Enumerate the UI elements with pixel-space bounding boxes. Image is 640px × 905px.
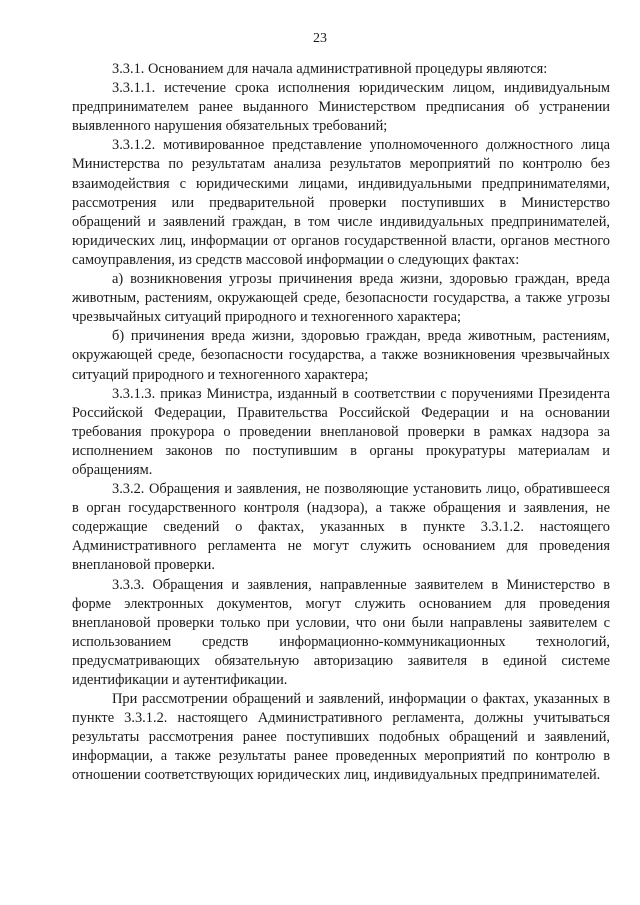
paragraph-3-3-1-2: 3.3.1.2. мотивированное представление уполномоченного должностного лица Министерства по результатам анализа результатов мероприятий по контролю без взаимодействия с юридическими лицами, индивидуальными предпринимателями, рассмотрения или предварительной проверки поступивших в Министерство обращений и заявлений граждан, в том числе индивидуальных предпринимателей, юридических лиц, информации от органов государственной власти, органов местного самоуправления, из средств массовой информации о следующих фактах: bbox=[72, 137, 610, 268]
document-body bbox=[72, 60, 610, 786]
paragraph-3-3-2: 3.3.2. Обращения и заявления, не позволяющие установить лицо, обратившееся в орган государственного контроля (надзора), а также обращения и заявления, не содержащие сведений о фактах, указанных в пункте 3.3.1.2. настоящего Административного регламента не могут служить основанием для проведения внеплановой проверки. bbox=[72, 481, 610, 574]
paragraph-3-3-1-1: 3.3.1.1. истечение срока исполнения юридическим лицом, индивидуальным предпринимателем ранее выданного Министерством предписания об устранении выявленного нарушения обязательных требований; bbox=[72, 80, 610, 135]
paragraph-consideration: При рассмотрении обращений и заявлений, информации о фактах, указанных в пункте 3.3.1.2. настоящего Административного регламента, должны учитываться результаты рассмотрения ранее поступивших подобных обращений и заявлений, информации, а также результаты ранее проведенных мероприятий по контролю в отношении соответствующих юридических лиц, индивидуальных предпринимателей. bbox=[72, 691, 610, 784]
paragraph-3-3-3: 3.3.3. Обращения и заявления, направленные заявителем в Министерство в форме электронных документов, могут служить основанием для проведения внеплановой проверки только при условии, что они были направлены заявителем с использованием средств информационно-коммуникационных технологий, предусматривающих обязательную авторизацию заявителя в единой системе идентификации и аутентификации. bbox=[72, 576, 610, 688]
paragraph-3-3-1-3: 3.3.1.3. приказ Министра, изданный в соответствии с поручениями Президента Российской Федерации, Правительства Российской Федерации и на основании требования прокурора о проведении внеплановой проверки в рамках надзора за исполнением законов по поступившим в органы прокуратуры материалам и обращениям. bbox=[72, 385, 610, 478]
paragraph-item-b: б) причинения вреда жизни, здоровью граждан, вреда животным, растениям, окружающей среде, безопасности государства, а также возникновения чрезвычайных ситуаций природного и техногенного характера; bbox=[72, 328, 610, 383]
paragraph-3-3-1: 3.3.1. Основанием для начала административной процедуры являются: bbox=[112, 61, 548, 77]
paragraph-item-a: а) возникновения угрозы причинения вреда жизни, здоровью граждан, вреда животным, растениям, окружающей среде, безопасности государства, а также угрозы чрезвычайных ситуаций природного и техногенного характера; bbox=[72, 271, 610, 326]
page-number: 23 bbox=[313, 31, 327, 46]
